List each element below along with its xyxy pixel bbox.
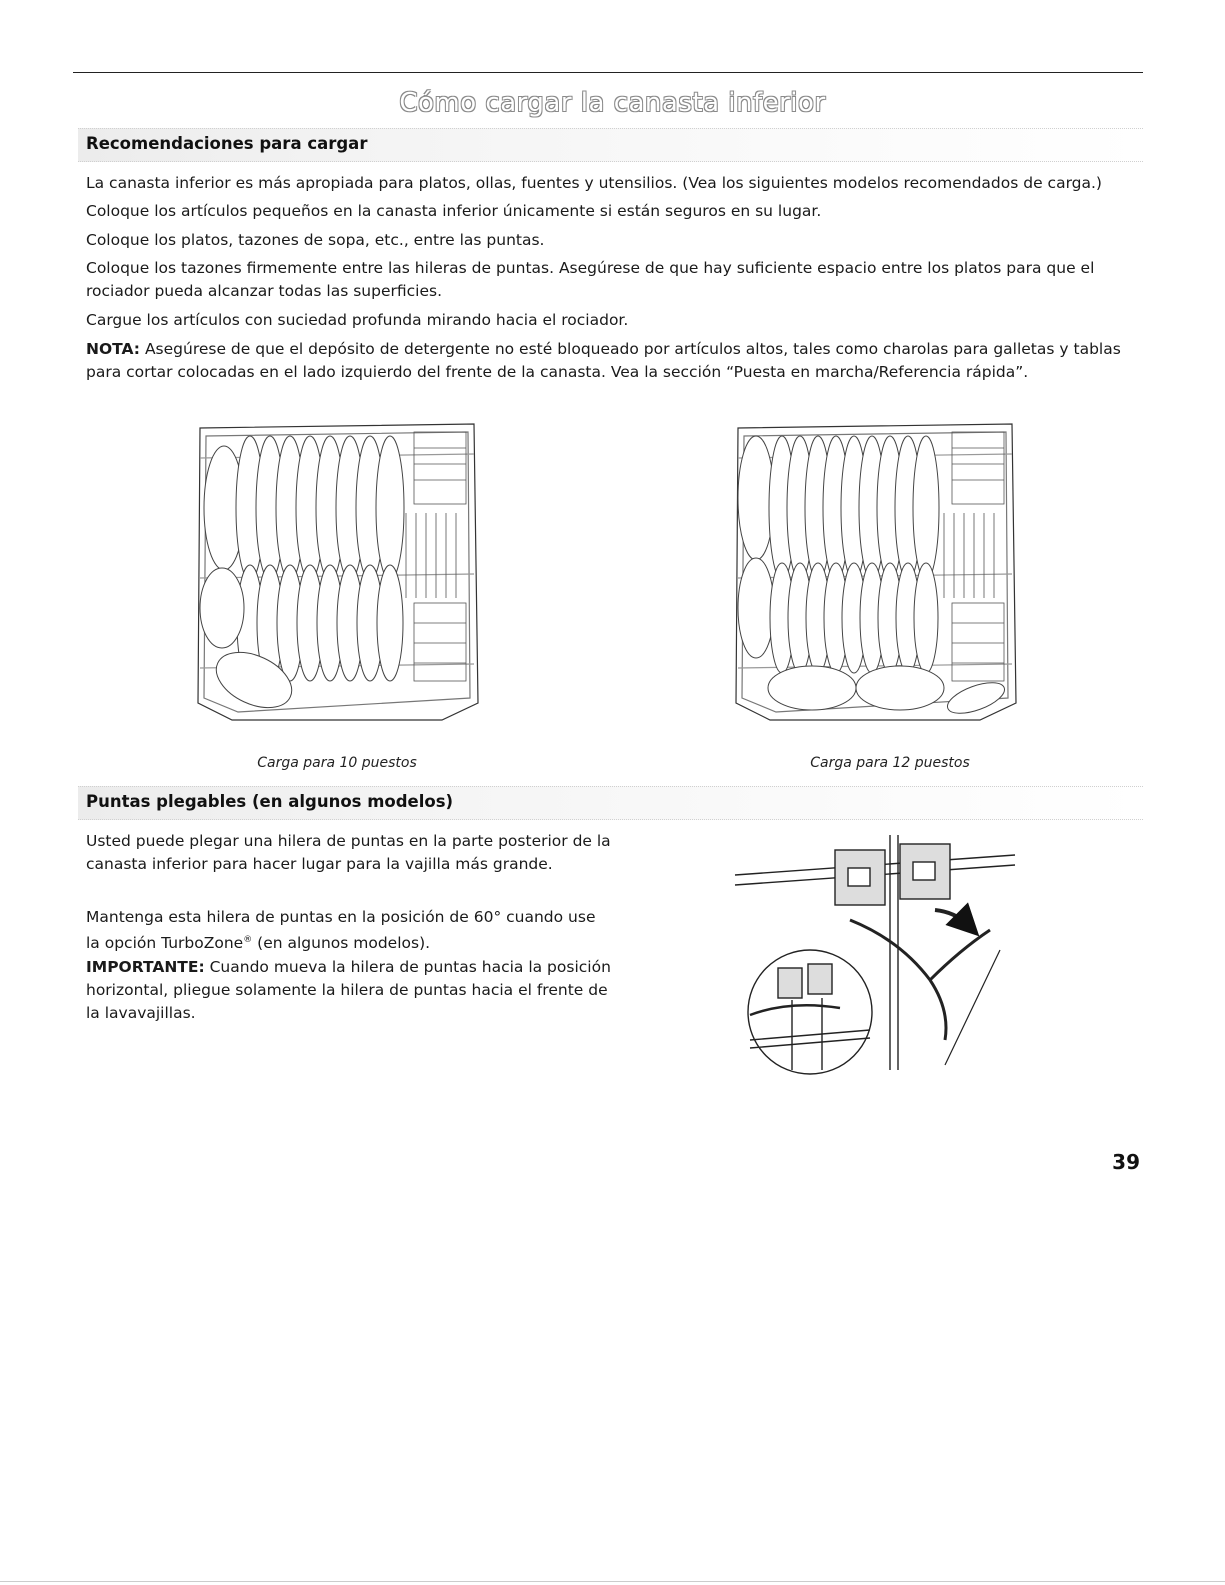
paragraph: La canasta inferior es más apropiada para platos, ollas, fuentes y utensilios. (Vea los siguientes modelos recomendados de carga.) xyxy=(86,174,1102,192)
paragraph: Coloque los artículos pequeños en la canasta inferior únicamente si están seguros en su lugar. xyxy=(86,202,822,220)
important-label: IMPORTANTE: xyxy=(86,958,205,976)
rack-10-place-settings-illustration xyxy=(192,418,482,728)
registered-mark: ® xyxy=(243,935,253,945)
paragraph xyxy=(86,906,611,955)
paragraph: Usted puede plegar una hilera de puntas en la parte posterior de la canasta inferior para hacer lugar para la vajilla más grande. xyxy=(86,832,611,873)
section-heading: Recomendaciones para cargar xyxy=(86,134,368,153)
paragraph: Cargue los artículos con suciedad profunda mirando hacia el rociador. xyxy=(86,311,629,329)
figure-caption-right: Carga para 12 puestos xyxy=(810,755,970,771)
figure-caption-left: Carga para 10 puestos xyxy=(257,755,417,771)
page-title: Cómo cargar la canasta inferior xyxy=(399,88,826,118)
note-label: NOTA: xyxy=(86,340,141,358)
text-part: (en algunos modelos). xyxy=(252,934,431,953)
important-text: Cuando mueva la hilera de puntas hacia la posición horizontal, pliegue solamente la hilera de puntas hacia el frente de la lavavajillas. xyxy=(86,958,611,1022)
folding-tines-illustration xyxy=(730,830,1020,1075)
top-rule xyxy=(73,72,1143,73)
text-part: Mantenga esta hilera de puntas en la posición de 60° cuando use la opción TurboZone xyxy=(86,908,596,953)
bottom-rule xyxy=(0,1581,1225,1582)
section-header-folding-tines xyxy=(78,786,1143,820)
important-paragraph xyxy=(86,956,611,1025)
note-text: Asegúrese de que el depósito de detergente no esté bloqueado por artículos altos, tales como charolas para galletas y tablas para cortar colocadas en el lado izquierdo del frente de la canasta. Vea la sección “Puesta en marcha/Referencia rápida”. xyxy=(86,340,1121,381)
note-paragraph xyxy=(86,338,1131,384)
paragraph: Coloque los platos, tazones de sopa, etc., entre las puntas. xyxy=(86,231,545,249)
section-heading: Puntas plegables (en algunos modelos) xyxy=(86,792,454,811)
page-number: 39 xyxy=(1112,1150,1140,1174)
section-header-loading-tips xyxy=(78,128,1143,162)
rack-12-place-settings-illustration xyxy=(730,418,1020,728)
paragraph: Coloque los tazones firmemente entre las hileras de puntas. Asegúrese de que hay suficiente espacio entre los platos para que el rociador pueda alcanzar todas las superficies. xyxy=(86,259,1095,300)
